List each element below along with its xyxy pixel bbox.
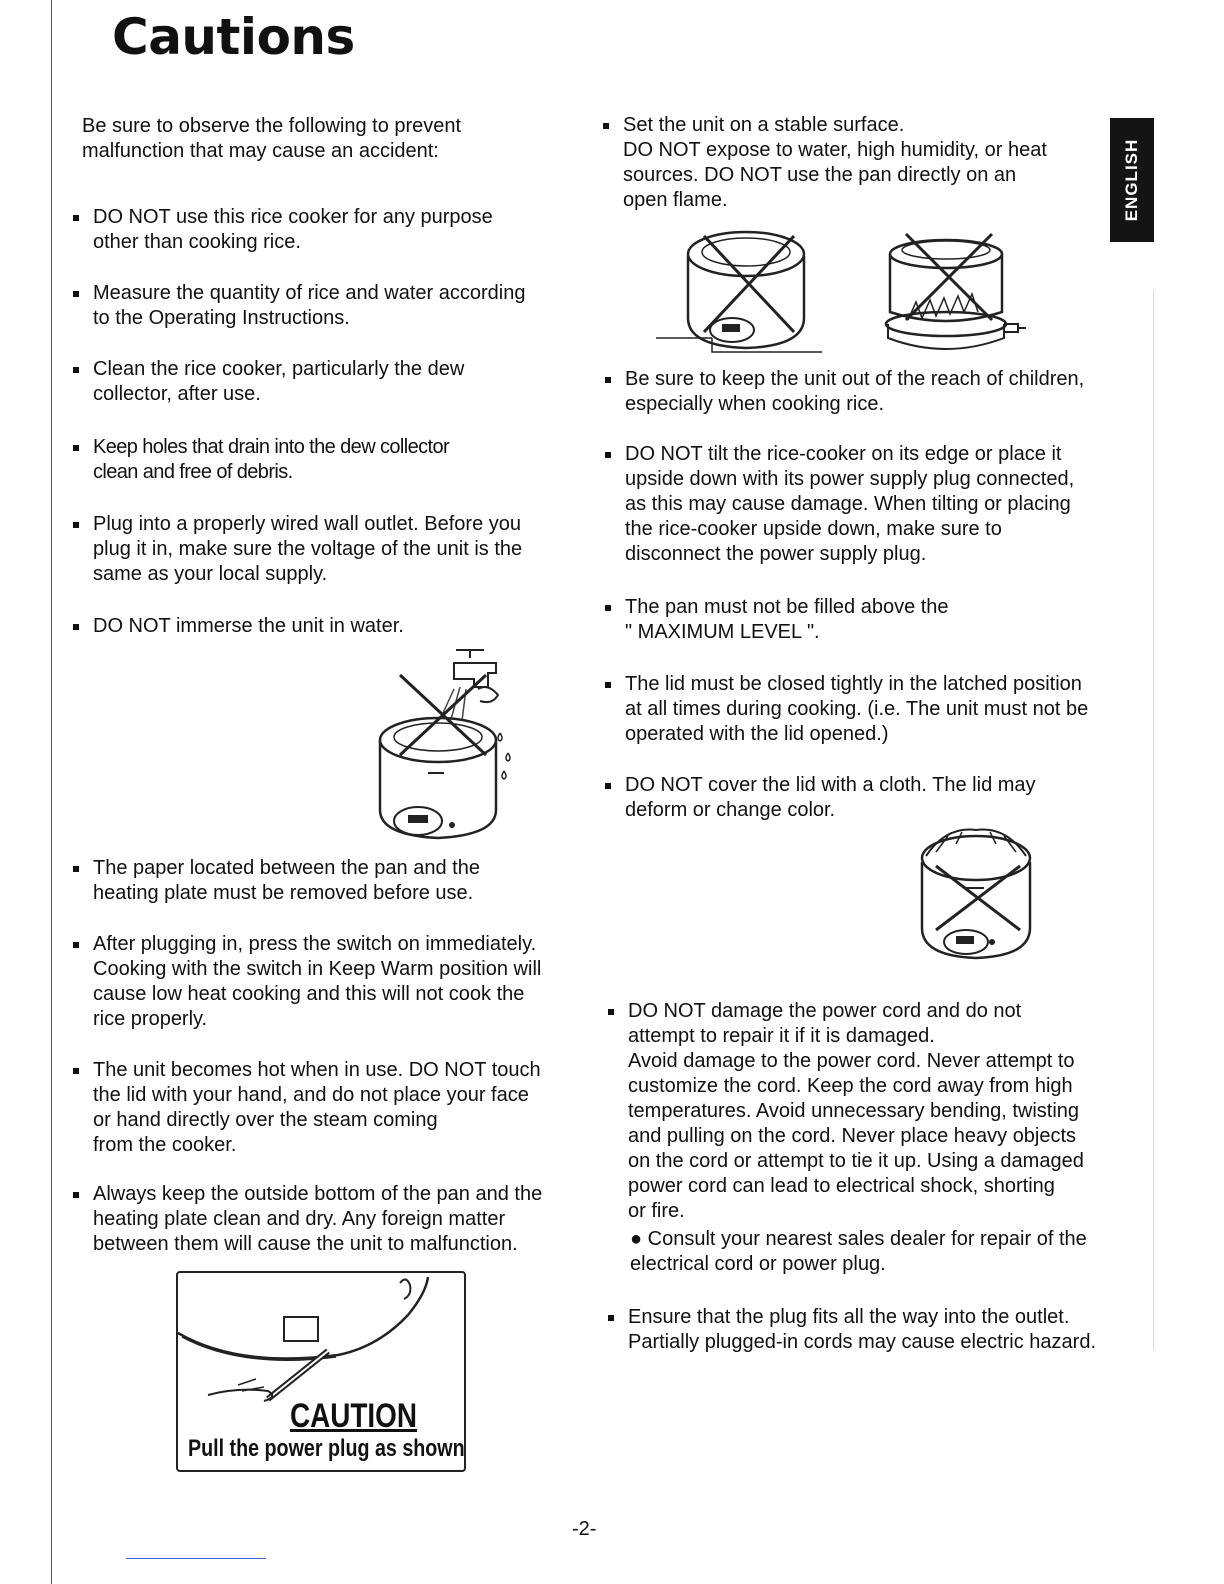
left-item-switch: After plugging in, press the switch on immediately. Cooking with the switch in Keep Warm position will cause low heat cooking and this will not cook the rice properly. <box>81 932 541 1032</box>
footer-rule <box>126 1558 266 1559</box>
left-item-drain-holes: Keep holes that drain into the dew collector clean and free of debris. <box>81 435 449 485</box>
right-item-stable-surface: Set the unit on a stable surface. DO NOT expose to water, high humidity, or heat sources. DO NOT use the pan directly on an open flame. <box>611 113 1047 213</box>
right-item-power-cord: DO NOT damage the power cord and do not attempt to repair it if it is damaged. Avoid damage to the power cord. Never attempt to customize the cord. Keep the cord away from high temperatures. Avoid unnecessary bending, twisting and pulling on the cord. Never place heavy objects on the cord or attempt to tie it up. Using a damaged power cord can lead to electrical shock, shorting or fire. <box>616 999 1084 1224</box>
caution-text: Pull the power plug as shown <box>188 1435 465 1462</box>
pull-plug-illustration <box>178 1273 464 1403</box>
left-item-immerse: DO NOT immerse the unit in water. <box>81 614 404 639</box>
right-item-plug-fit: Ensure that the plug fits all the way into the outlet. Partially plugged-in cords may cause electric hazard. <box>616 1305 1096 1355</box>
left-item-measure: Measure the quantity of rice and water according to the Operating Instructions. <box>81 281 525 331</box>
no-heat-illustration <box>656 220 1036 356</box>
left-item-clean-bottom: Always keep the outside bottom of the pan and the heating plate clean and dry. Any foreign matter between them will cause the unit to malfunction. <box>81 1182 542 1257</box>
caution-heading: CAUTION <box>290 1397 418 1435</box>
caution-box <box>176 1271 466 1472</box>
right-item-lid-closed: The lid must be closed tightly in the latched position at all times during cooking. (i.e. The unit must not be operated with the lid opened.) <box>613 672 1088 747</box>
right-margin-line <box>1153 290 1154 1350</box>
no-cloth-illustration <box>916 826 1040 966</box>
left-item-outlet: Plug into a properly wired wall outlet. Before you plug it in, make sure the voltage of the unit is the same as your local supply. <box>81 512 522 587</box>
page-number: -2- <box>572 1518 597 1540</box>
language-tab <box>1110 118 1154 242</box>
language-tab-label: ENGLISH <box>1122 138 1141 222</box>
right-item-max-level: The pan must not be filled above the " MAXIMUM LEVEL ". <box>613 595 949 645</box>
left-item-paper: The paper located between the pan and the heating plate must be removed before use. <box>81 856 480 906</box>
left-item-hot: The unit becomes hot when in use. DO NOT touch the lid with your hand, and do not place your face or hand directly over the steam coming from the cooker. <box>81 1058 541 1158</box>
margin-line <box>51 0 52 1584</box>
right-item-tilt: DO NOT tilt the rice-cooker on its edge or place it upside down with its power supply plug connected, as this may cause damage. When tilting or placing the rice-cooker upside down, make sure to disconnect the power supply plug. <box>613 442 1074 567</box>
cord-repair-sub-bullet: ● Consult your nearest sales dealer for repair of the electrical cord or power plug. <box>630 1228 1087 1275</box>
intro-text: Be sure to observe the following to prevent malfunction that may cause an accident: <box>82 115 462 162</box>
no-water-illustration <box>368 645 518 845</box>
right-item-children: Be sure to keep the unit out of the reach of children, especially when cooking rice. <box>613 367 1084 417</box>
left-item-clean: Clean the rice cooker, particularly the dew collector, after use. <box>81 357 464 407</box>
right-item-cloth: DO NOT cover the lid with a cloth. The lid may deform or change color. <box>613 773 1036 823</box>
left-item-purpose: DO NOT use this rice cooker for any purpose other than cooking rice. <box>81 205 493 255</box>
page-title: Cautions <box>112 8 355 66</box>
